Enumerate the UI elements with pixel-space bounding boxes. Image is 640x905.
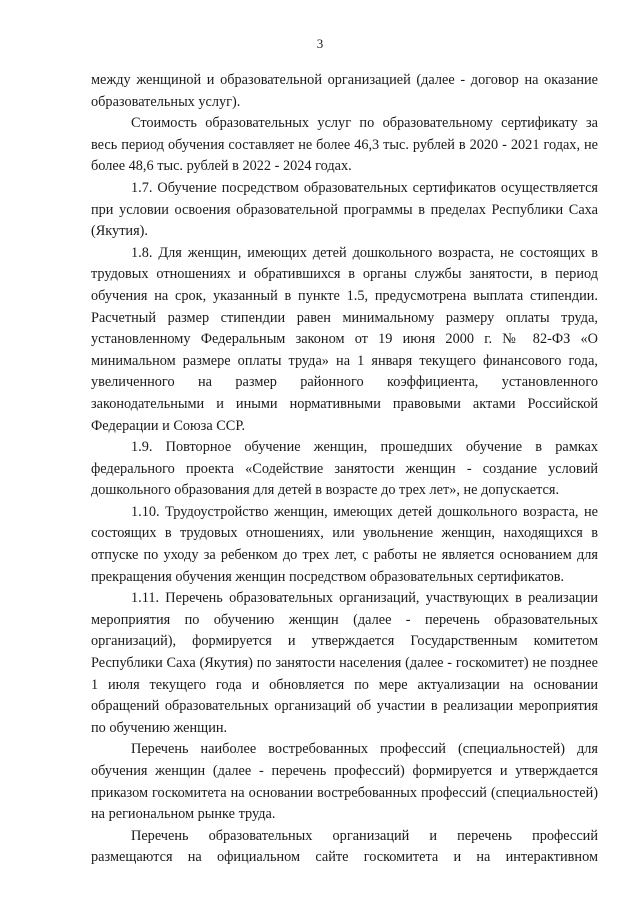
paragraph-p7: Перечень наиболее востребованных профессий (специальностей) для обучения женщин (далее - перечень профессий) формируется и утверждается приказом госкомитета на основании востребованных профессий (специальностей) на региональном рынке труда. xyxy=(91,741,598,823)
paragraph-p6: 1.11. Перечень образовательных организаций, участвующих в реализации мероприятия по обучению женщин (далее - перечень образовательных организаций), формируется и утверждается Государственным комитетом Республики Саха (Якутия) по занятости населения (далее - госкомитет) не позднее 1 июля текущего года и обновляется по мере актуализации на основании обращений образовательных организаций об участии в реализации мероприятия по обучению женщин. xyxy=(91,590,598,736)
page-number: 3 xyxy=(316,36,324,51)
paragraph-p3: 1.8. Для женщин, имеющих детей дошкольного возраста, не состоящих в трудовых отношениях и обратившихся в органы службы занятости, в период обучения на срок, указанный в пункте 1.5, предусмотрена выплата стипендии. Расчетный размер стипендии равен минимальному размеру оплаты труда, установленному Федеральным законом от 19 июня 2000 г. № 82-ФЗ «О минимальном размере оплаты труда» на 1 января текущего финансового года, увеличенного на размер районного коэффициента, установленного законодательными и иными нормативными правовыми актами Российской Федерации и Союза ССР. xyxy=(91,244,598,434)
paragraph-p0: между женщиной и образовательной организацией (далее - договор на оказание образовательных услуг). xyxy=(91,72,598,110)
paragraph-p8: Перечень образовательных организаций и перечень профессий размещаются на официальном сайте госкомитета и на интерактивном xyxy=(91,827,598,866)
document-body xyxy=(91,70,598,869)
paragraph-p2: 1.7. Обучение посредством образовательных сертификатов осуществляется при условии освоения образовательной программы в пределах Республики Саха (Якутия). xyxy=(91,179,598,240)
paragraph-p4: 1.9. Повторное обучение женщин, прошедших обучение в рамках федерального проекта «Содействие занятости женщин - создание условий дошкольного образования для детей в возрасте до трех лет», не допускается. xyxy=(91,439,598,499)
paragraph-p5: 1.10. Трудоустройство женщин, имеющих детей дошкольного возраста, не состоящих в трудовых отношениях, или увольнение женщин, находящихся в отпуске по уходу за ребенком до трех лет, с работы не является основанием для прекращения обучения женщин посредством образовательных сертификатов. xyxy=(91,503,598,585)
paragraph-p1: Стоимость образовательных услуг по образовательному сертификату за весь период обучения составляет не более 46,3 тыс. рублей в 2020 - 2021 годах, не более 48,6 тыс. рублей в 2022 - 2024 годах. xyxy=(91,115,598,175)
